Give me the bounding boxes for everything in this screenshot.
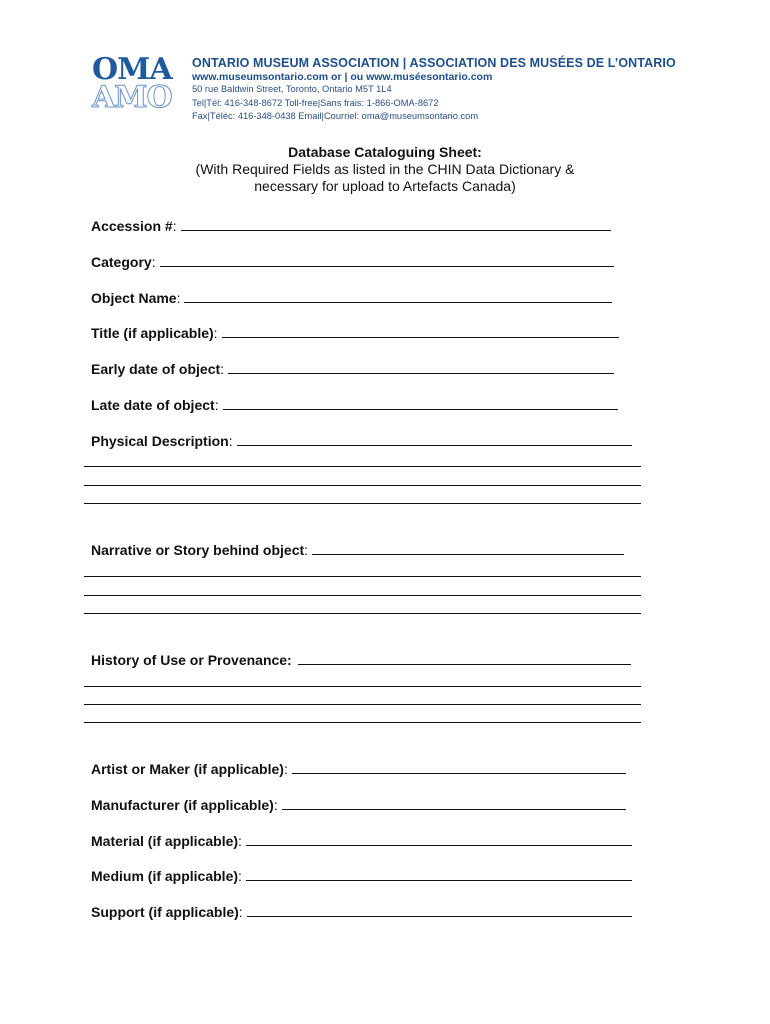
narrative-input-line[interactable] — [312, 541, 624, 555]
history-line-3[interactable] — [84, 704, 641, 705]
category-input-line[interactable] — [160, 253, 614, 267]
physical-description-input-line[interactable] — [237, 432, 632, 446]
field-colon: : — [172, 218, 177, 234]
field-category — [91, 253, 614, 270]
org-name: ONTARIO MUSEUM ASSOCIATION | ASSOCIATION DES MUSÉES DE L’ONTARIO — [192, 56, 676, 70]
field-physical-description — [91, 432, 632, 449]
physical-description-line-2[interactable] — [84, 466, 641, 467]
history-input-line[interactable] — [298, 651, 631, 665]
org-fax-email: Fax|Téléc: 416-348-0438 Email|Courriel: oma@museumsontario.com — [192, 111, 479, 121]
history-line-4[interactable] — [84, 722, 641, 723]
field-label-title: Title (if applicable) — [91, 325, 214, 341]
org-website[interactable]: www.museumsontario.com or | ou www.muséesontario.com — [192, 71, 493, 83]
field-accession — [91, 217, 611, 234]
object-name-input-line[interactable] — [184, 289, 612, 303]
field-colon: : — [304, 542, 309, 558]
field-colon: : — [213, 325, 218, 341]
field-label-accession: Accession # — [91, 218, 173, 234]
field-label-history: History of Use or Provenance: — [91, 652, 292, 668]
field-label-object-name: Object Name — [91, 290, 177, 306]
org-contact-block — [192, 56, 676, 124]
logo-amo-text: AMO — [92, 80, 172, 115]
material-input-line[interactable] — [246, 832, 632, 846]
field-colon: : — [176, 290, 181, 306]
field-label-material: Material (if applicable) — [91, 833, 239, 849]
field-label-medium: Medium (if applicable) — [91, 868, 239, 884]
letterhead — [88, 50, 688, 125]
field-title — [91, 324, 619, 341]
field-label-late-date: Late date of object — [91, 397, 215, 413]
field-colon: : — [151, 254, 156, 270]
logo-oma-text: OMA — [92, 52, 172, 87]
field-support — [91, 903, 632, 920]
support-input-line[interactable] — [247, 903, 632, 917]
field-colon: : — [238, 833, 242, 849]
field-colon: : — [214, 397, 219, 413]
field-late-date — [91, 396, 618, 413]
early-date-input-line[interactable] — [228, 360, 614, 374]
field-history — [91, 651, 631, 668]
field-label-manufacturer: Manufacturer (if applicable) — [91, 797, 274, 813]
field-manufacturer — [91, 796, 626, 813]
oma-amo-logo — [92, 52, 172, 116]
field-label-category: Category — [91, 254, 152, 270]
field-narrative — [91, 541, 624, 558]
medium-input-line[interactable] — [246, 867, 632, 881]
field-artist — [91, 760, 626, 777]
org-phone: Tel|Tél: 416-348-8672 Toll-free|Sans frais: 1-866-OMA-8672 — [192, 97, 439, 108]
late-date-input-line[interactable] — [223, 396, 618, 410]
physical-description-line-3[interactable] — [84, 485, 641, 486]
narrative-line-2[interactable] — [84, 576, 641, 577]
field-early-date — [91, 360, 614, 377]
field-label-artist: Artist or Maker (if applicable) — [91, 761, 284, 777]
field-label-narrative: Narrative or Story behind object — [91, 542, 305, 558]
history-line-2[interactable] — [84, 686, 641, 687]
sheet-title — [0, 144, 770, 195]
manufacturer-input-line[interactable] — [282, 796, 626, 810]
field-label-early-date: Early date of object — [91, 361, 221, 377]
field-object-name — [91, 289, 612, 306]
field-colon: : — [220, 361, 225, 377]
accession-input-line[interactable] — [181, 217, 611, 231]
field-colon: : — [273, 797, 278, 813]
title-line-3: necessary for upload to Artefacts Canada) — [254, 178, 516, 194]
narrative-line-4[interactable] — [84, 613, 641, 614]
title-line-1: Database Cataloguing Sheet: — [288, 144, 482, 160]
field-medium — [91, 867, 632, 884]
narrative-line-3[interactable] — [84, 595, 641, 596]
field-label-support: Support (if applicable) — [91, 904, 239, 920]
title-input-line[interactable] — [222, 324, 619, 338]
field-label-physical-description: Physical Description — [91, 433, 229, 449]
field-colon: : — [238, 904, 243, 920]
field-colon: : — [228, 433, 233, 449]
physical-description-line-4[interactable] — [84, 503, 641, 504]
title-line-2: (With Required Fields as listed in the CHIN Data Dictionary & — [195, 161, 575, 177]
field-colon: : — [238, 868, 242, 884]
org-address: 50 rue Baldwin Street, Toronto, Ontario M5T 1L4 — [192, 84, 392, 94]
artist-input-line[interactable] — [292, 760, 626, 774]
field-material — [91, 832, 632, 849]
field-colon: : — [283, 761, 288, 777]
